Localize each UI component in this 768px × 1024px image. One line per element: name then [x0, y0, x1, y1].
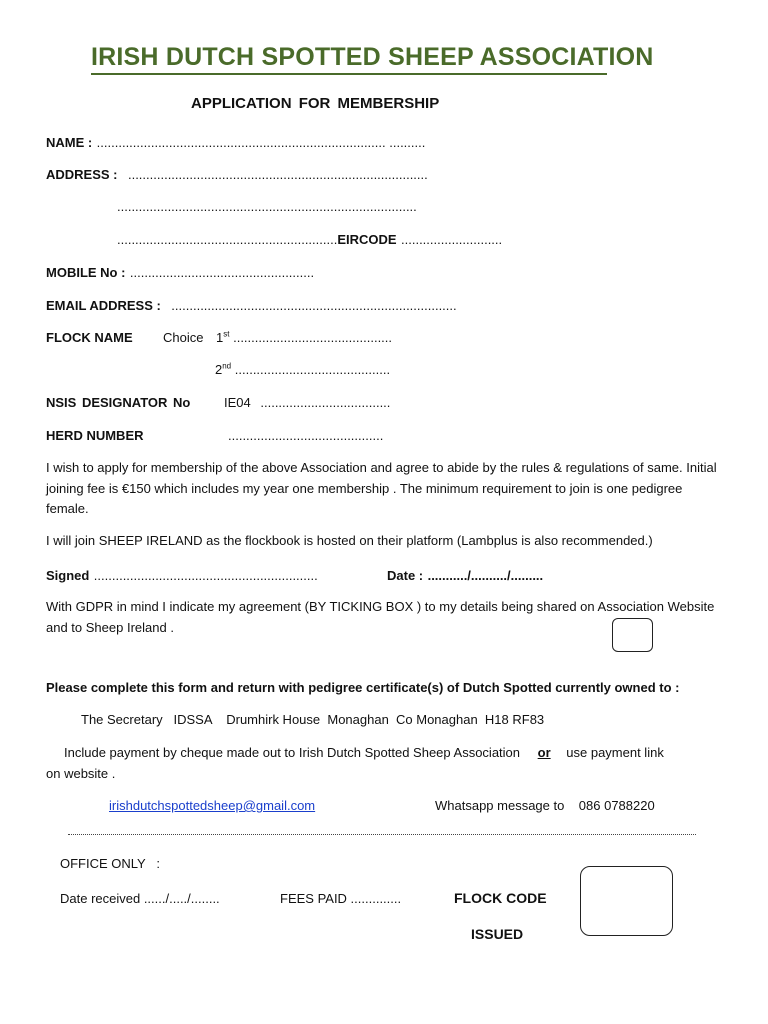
- date-received: Date received ....../...../........: [60, 891, 220, 906]
- office-only-title: OFFICE ONLY :: [60, 856, 160, 871]
- second-choice-suffix: nd: [222, 361, 232, 371]
- title-underline: [91, 73, 607, 75]
- name-row: [46, 134, 425, 152]
- nsis-label: NSIS DESIGNATOR No: [46, 395, 191, 410]
- flock-code-box[interactable]: [580, 866, 673, 936]
- flock-choice-2-field[interactable]: ...........................................: [234, 362, 391, 377]
- signature-field[interactable]: ..............................................................: [93, 568, 318, 583]
- flock-code-label: FLOCK CODE: [454, 890, 547, 906]
- payment-line-2: on website .: [46, 766, 116, 781]
- sheep-ireland-text: I will join SHEEP IRELAND as the flockbook is hosted on their platform (Lambplus is also recommended.): [46, 533, 653, 548]
- address-field-line-3[interactable]: .............................................................: [117, 232, 338, 247]
- payment-row: [64, 745, 664, 760]
- nsis-row: [224, 395, 390, 410]
- gdpr-consent-text: With GDPR in mind I indicate my agreement (BY TICKING BOX ) to my details being shared on Association Website and to Sheep Ireland .: [46, 599, 715, 635]
- office-divider: [68, 834, 696, 835]
- first-choice-number: 1: [216, 330, 224, 345]
- address-row: [46, 166, 428, 184]
- payment-or: or: [537, 745, 551, 760]
- flock-choice-2-row: [215, 362, 390, 377]
- association-title: IRISH DUTCH SPOTTED SHEEP ASSOCIATION: [91, 43, 654, 71]
- association-email-link[interactable]: irishdutchspottedsheep@gmail.com: [109, 798, 316, 813]
- eircode-label: EIRCODE: [337, 232, 397, 247]
- name-field[interactable]: ................................................................................ ..........: [96, 135, 426, 150]
- mobile-label: MOBILE No :: [46, 265, 126, 280]
- second-choice-number: 2: [215, 362, 223, 377]
- address-eircode-row: [117, 231, 502, 249]
- gdpr-consent-checkbox[interactable]: [612, 618, 653, 652]
- address-field-line-2[interactable]: ...................................................................................: [117, 199, 417, 214]
- signed-label: Signed: [46, 568, 90, 583]
- email-field[interactable]: ...............................................................................: [171, 298, 457, 313]
- choice-label: Choice: [163, 330, 204, 345]
- mobile-field[interactable]: ...................................................: [129, 265, 315, 280]
- date-label: Date :: [387, 568, 424, 583]
- return-instructions: Please complete this form and return with pedigree certificate(s) of Dutch Spotted currently owned to :: [46, 680, 680, 695]
- payment-link-text: use payment link: [566, 745, 664, 760]
- nsis-field[interactable]: ....................................: [260, 395, 391, 410]
- whatsapp-contact: Whatsapp message to 086 0788220: [435, 798, 655, 813]
- nsis-prefix: IE04: [224, 395, 251, 410]
- payment-text: Include payment by cheque made out to Irish Dutch Spotted Sheep Association: [64, 745, 521, 760]
- first-choice-suffix: st: [223, 329, 230, 339]
- fees-paid: FEES PAID ..............: [280, 891, 402, 906]
- email-row: [46, 297, 457, 315]
- address-label: ADDRESS :: [46, 167, 118, 182]
- flock-choice-1-row: [216, 330, 392, 345]
- signed-row: [46, 567, 318, 585]
- secretary-address: The Secretary IDSSA Drumhirk House Monaghan Co Monaghan H18 RF83: [81, 712, 545, 727]
- date-row: [387, 567, 543, 585]
- eircode-field[interactable]: ............................: [401, 232, 503, 247]
- mobile-row: [46, 264, 314, 282]
- address-field-line-1[interactable]: ...................................................................................: [127, 167, 428, 182]
- email-label: EMAIL ADDRESS :: [46, 298, 161, 313]
- issued-label: ISSUED: [471, 926, 524, 942]
- form-subtitle: APPLICATION FOR MEMBERSHIP: [191, 95, 440, 112]
- flock-name-label: FLOCK NAME: [46, 330, 133, 345]
- membership-agreement-text: I wish to apply for membership of the above Association and agree to abide by the rules & regulations of same. Initial joining fee is €150 which includes my year one membership . The minimum requirement to join is one pedigree female.: [46, 460, 717, 516]
- herd-number-label: HERD NUMBER: [46, 428, 144, 443]
- herd-number-field[interactable]: ...........................................: [228, 428, 384, 443]
- name-label: NAME :: [46, 135, 93, 150]
- date-field[interactable]: .........../........../.........: [427, 568, 544, 583]
- flock-choice-1-field[interactable]: ............................................: [233, 330, 393, 345]
